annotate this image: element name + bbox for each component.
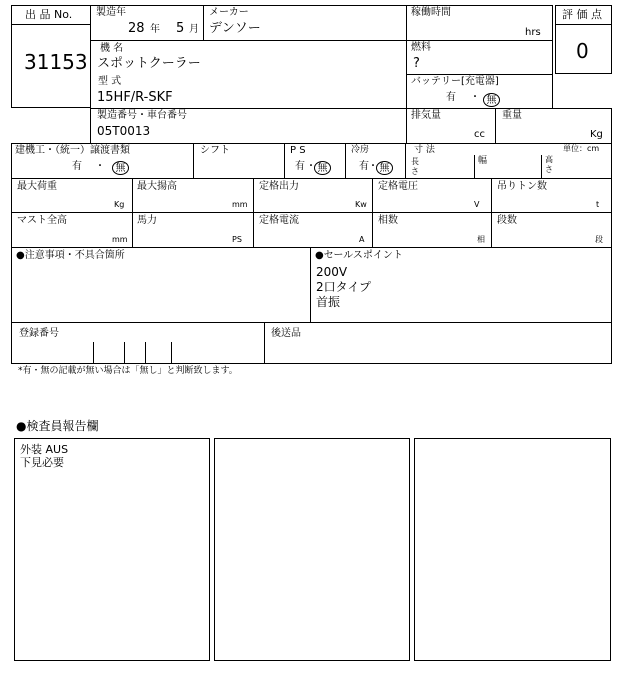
weight-label: 重量 <box>502 110 522 121</box>
spec-unit: t <box>596 200 600 209</box>
transfer-separator: ・ <box>95 161 105 172</box>
spec-label: 定格電圧 <box>378 181 418 192</box>
fuel-value: ? <box>413 56 420 71</box>
serial-value: 05T0013 <box>97 124 151 138</box>
spec-unit: mm <box>232 200 248 209</box>
spec-unit: V <box>474 200 480 209</box>
spec-unit: PS <box>232 235 242 244</box>
maker-value: デンソー <box>209 21 261 36</box>
sales-point-line: 首振 <box>316 295 341 309</box>
model-name-value: スポットクーラー <box>97 56 201 71</box>
battery-no: 無 <box>483 90 500 107</box>
month-unit: 月 <box>189 24 199 35</box>
maker-label: メーカー <box>209 7 249 18</box>
type-label: 型 式 <box>98 76 122 87</box>
spec-label: マスト全高 <box>17 215 67 226</box>
displacement-unit: cc <box>474 129 485 140</box>
ps-no: 無 <box>314 158 331 175</box>
battery-separator: ・ <box>470 92 480 103</box>
transfer-no: 無 <box>112 158 129 175</box>
spec-label: 定格電流 <box>259 215 299 226</box>
spec-unit: Kw <box>355 200 367 209</box>
year-unit: 年 <box>150 24 160 35</box>
battery-yes: 有 <box>446 92 456 103</box>
spec-label: 定格出力 <box>259 181 299 192</box>
inspector-box-2 <box>214 438 410 661</box>
ps-label: P S <box>290 145 306 156</box>
fuel-label: 燃料 <box>411 42 431 53</box>
spec-label: 段数 <box>497 215 517 226</box>
registration-row <box>11 322 612 364</box>
sales-point-line: 200V <box>316 265 348 279</box>
inspector-box-1 <box>14 438 210 661</box>
cooler-no: 無 <box>376 158 393 175</box>
battery-label: バッテリー[充電器] <box>411 76 499 87</box>
cooler-yes: 有 <box>359 161 369 172</box>
dims-label: 寸 法 <box>414 145 435 155</box>
inspector-title: ●検査員報告欄 <box>16 419 99 433</box>
length-label: 長 さ <box>411 157 419 176</box>
spec-unit: 段 <box>595 235 603 244</box>
spec-label: 最大荷重 <box>17 181 57 192</box>
width-label: 幅 <box>478 156 488 166</box>
shift-label: シフト <box>200 145 230 156</box>
height-label: 高 さ <box>545 155 553 174</box>
weight-unit: Kg <box>590 129 603 140</box>
spec-unit: A <box>359 235 365 244</box>
serial-label: 製造番号・車台番号 <box>97 110 187 121</box>
mfg-month-value: 5 <box>176 21 185 36</box>
spec-unit: mm <box>112 235 128 244</box>
inspector-note-line: 下見必要 <box>20 456 64 469</box>
lot-no-value: 31153 <box>24 50 88 74</box>
footnote: *有・無の記載が無い場合は「無し」と判断致します。 <box>18 366 238 376</box>
mfg-year-label: 製造年 <box>96 7 126 18</box>
cooler-label: 冷房 <box>351 145 370 155</box>
hours-unit: hrs <box>525 27 541 38</box>
score-value: 0 <box>576 39 589 63</box>
spec-label: 最大揚高 <box>137 181 177 192</box>
registration-label: 登録番号 <box>19 328 59 339</box>
sales-point-line: 2口タイプ <box>316 280 372 294</box>
mfg-year-value: 28 <box>128 21 145 36</box>
sales-point-label: ●セールスポイント <box>315 250 403 261</box>
type-value: 15HF/R-SKF <box>97 90 173 105</box>
inspector-note-line: 外装 AUS <box>20 443 69 456</box>
transfer-docs-label: 建機工・（統一）譲渡書類 <box>15 145 130 156</box>
spec-label: 馬力 <box>137 215 157 226</box>
spec-unit: Kg <box>114 200 125 209</box>
ps-yes: 有 <box>295 161 305 172</box>
transfer-yes: 有 <box>72 161 82 172</box>
spec-label: 相数 <box>378 215 398 226</box>
model-name-label: 機 名 <box>100 43 124 54</box>
score-label: 評 価 点 <box>562 8 602 21</box>
spec-unit: 相 <box>477 235 485 244</box>
shipping-label: 後送品 <box>271 328 301 339</box>
lot-no-label: 出 品 No. <box>25 8 73 21</box>
cooler-separator: ・ <box>368 161 378 172</box>
displacement-label: 排気量 <box>411 110 441 121</box>
spec-label: 吊りトン数 <box>497 181 547 192</box>
dims-unit: 単位：cm <box>563 144 600 153</box>
caution-label: ●注意事項・不具合箇所 <box>16 250 125 261</box>
hours-label: 稼働時間 <box>411 7 451 18</box>
inspector-box-3 <box>414 438 611 661</box>
ps-separator: ・ <box>306 161 316 172</box>
